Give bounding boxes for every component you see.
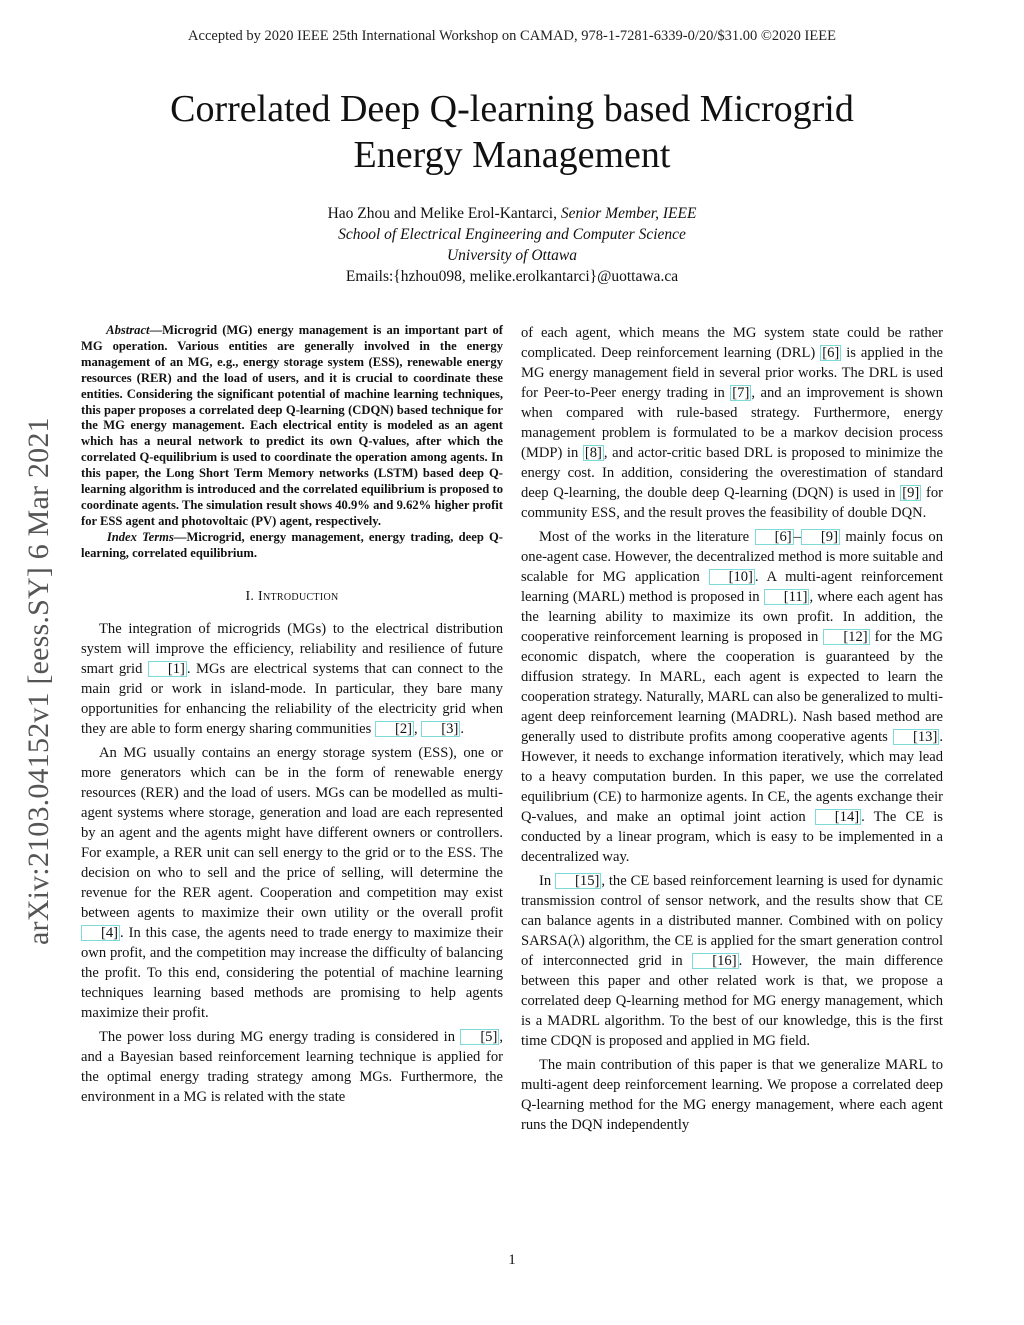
text-run: , and an improvement is shown when compared with rule-based strategy. Furthermore, energy management problem is formulated to be a markov decision process (MDP) in xyxy=(521,385,943,461)
intro-paragraph-3 xyxy=(81,1027,503,1107)
author-block xyxy=(0,203,1024,287)
title-line-1: Correlated Deep Q-learning based Microgrid xyxy=(170,88,854,130)
text-run: is applied in the MG energy management field in several prior works. The DRL is used for Peer-to-Peer energy trading in xyxy=(521,345,944,401)
citation-link[interactable]: [15] xyxy=(555,873,601,889)
text-run: . However, the main difference between this paper and other related work is that, we propose a correlated deep Q-learning method for MG energy management, which is a MADRL algorithm. To the best of our knowledge, this is the first time CDQN is proposed and applied in MG field. xyxy=(521,953,943,1049)
citation-link[interactable]: [11] xyxy=(764,589,810,605)
abstract xyxy=(81,323,503,562)
citation-link[interactable]: [6] xyxy=(822,345,840,361)
citation-link[interactable]: [16] xyxy=(692,953,738,969)
text-run: The main contribution of this paper is that we generalize MARL to multi-agent deep reinforcement learning. We propose a correlated deep Q-learning method for the MG energy management, where each agent runs the DQN independently xyxy=(521,1057,943,1133)
citation-link[interactable]: [7] xyxy=(732,385,750,401)
abstract-label: Abstract xyxy=(106,323,150,337)
intro-paragraph-2 xyxy=(81,743,503,1023)
right-column xyxy=(521,323,943,1139)
citation-link[interactable]: [1] xyxy=(148,661,187,677)
text-run: mainly focus on one-agent case. However, the decentralized method is more suitable and scalable for MG application xyxy=(521,529,943,585)
citation-link[interactable]: [3] xyxy=(421,721,460,737)
text-run: . In this case, the agents need to trade energy to maximize their own profit, and the competition may increase the difficulty of balancing the profit. To this end, considering the potential of machine learning techniques learning based methods are promising to help agents maximize their profit. xyxy=(81,924,503,1021)
citation-link[interactable]: [10] xyxy=(709,569,755,585)
author-names: Hao Zhou and Melike Erol-Kantarci, xyxy=(327,205,561,222)
citation-link[interactable]: [9] xyxy=(801,529,840,545)
page-number: 1 xyxy=(508,1252,516,1268)
text-run: , where each agent has the learning ability to maximize its own profit. In addition, the cooperative reinforcement learning is proposed in xyxy=(521,589,943,645)
text-run: , the CE based reinforcement learning is used for dynamic transmission control of sensor network, and the results show that CE can balance agents in a distributed manner. Combined with on policy SARSA(λ) algorithm, the CE is applied for the smart generation control of interconnected grid in xyxy=(521,873,943,969)
citation-link[interactable]: [14] xyxy=(815,809,861,825)
author-emails: Emails:{hzhou098, melike.erolkantarci}@uottawa.ca xyxy=(345,268,679,285)
text-run: Most of the works in the literature xyxy=(539,529,755,545)
text-run: The power loss during MG energy trading is considered in xyxy=(99,1028,461,1045)
text-run: for community ESS, and the result proves the feasibility of double DQN. xyxy=(521,485,943,521)
text-run: . MGs are electrical systems that can connect to the main grid or work in island-mode. In particular, they bare many opportunities for enhancing the reliability of the electricity grid when they are able to form energy sharing communities xyxy=(81,660,503,737)
section-heading-introduction xyxy=(81,587,503,607)
text-run: An MG usually contains an energy storage system (ESS), one or more generators which can be in the form of renewable energy resources (RER) and the load of users. MGs can be modelled as multi-agent systems where storage, generation and load are each represented by an agent and the agents might have different owners or controllers. For example, a RER unit can sell energy to the grid or to the ESS. The decision on who to sell and the price of selling, will determine the revenue for the RER agent. Cooperation and competition may exist between agents to maximize their own utility or the overall profit xyxy=(81,744,503,921)
citation-link[interactable]: [2] xyxy=(375,721,414,737)
section-title-initial: I xyxy=(258,588,263,604)
section-numeral: I. xyxy=(245,588,259,604)
intro-paragraph-4 xyxy=(521,323,943,523)
citation-link[interactable]: [13] xyxy=(893,729,939,745)
text-run: of each agent, which means the MG system state could be rather complicated. Deep reinforcement learning (DRL) xyxy=(521,325,943,361)
citation-link[interactable]: [12] xyxy=(823,629,869,645)
intro-paragraph-7 xyxy=(521,1055,943,1135)
acceptance-notice: Accepted by 2020 IEEE 25th International Workshop on CAMAD, 978-1-7281-6339-0/20/$31.00 ©2020 IEEE xyxy=(188,28,836,44)
text-run: , and a Bayesian based reinforcement learning technique is applied for the optimal energy trading strategy among MGs. Furthermore, the environment in a MG is related with the state xyxy=(81,1028,503,1105)
text-run: for the MG economic dispatch, where the cooperation is guaranteed by the diffusion strategy. In MARL, each agent is expected to learn the cooperation strategy. Naturally, MARL can also be generalized to multi-agent deep reinforcement learning (MADRL). Nash based method are generally used to distribute profits among cooperative agents xyxy=(521,629,943,745)
intro-paragraph-6 xyxy=(521,871,943,1051)
intro-paragraph-5 xyxy=(521,527,943,867)
citation-link[interactable]: [8] xyxy=(584,445,602,461)
text-run: . However, it needs to exchange information iteratively, which may lead to a heavy computation burden. In this paper, we use the correlated equilibrium (CE) to harmonize agents. In CE, the agents exchange their Q-values, and make an optimal joint action xyxy=(521,729,943,825)
citation-link[interactable]: [4] xyxy=(81,925,120,941)
paper-title xyxy=(112,86,912,178)
text-run: , and actor-critic based DRL is proposed to minimize the energy cost. In addition, considering the overestimation of standard deep Q-learning, the double deep Q-learning (DQN) is used in xyxy=(521,445,943,501)
index-terms-text: —Microgrid, energy management, energy trading, deep Q-learning, correlated equilibrium. xyxy=(81,529,503,560)
text-run: In xyxy=(539,873,556,889)
text-run: . xyxy=(460,720,464,737)
text-run: . A multi-agent reinforcement learning (MARL) method is proposed in xyxy=(521,569,943,605)
title-line-2: Energy Management xyxy=(353,134,671,176)
arxiv-stamp: arXiv:2103.04152v1 [eess.SY] 6 Mar 2021 xyxy=(22,417,55,945)
author-university: University of Ottawa xyxy=(446,247,578,264)
text-run: . The CE is conducted by a linear program, which is easy to be implemented in a decentralized way. xyxy=(521,809,943,865)
citation-link[interactable]: [5] xyxy=(460,1029,499,1045)
intro-paragraph-1 xyxy=(81,619,503,739)
abstract-text: —Microgrid (MG) energy management is an important part of MG operation. Various entities are generally involved in the energy management of an MG, e.g., energy storage system (ESS), renewable energy resources (RER) and the load of users, and it is crucial to coordinate these entities. Considering the significant potential of machine learning techniques, this paper proposes a correlated deep Q-learning (CDQN) based technique for the MG energy management. Each electrical entity is modeled as an agent which has a neural network to predict its own Q-values, after which the correlated Q-equilibrium is used to coordinate the operation among agents. In this paper, the Long Short Term Memory networks (LSTM) based deep Q-learning algorithm is introduced and the correlated equilibrium is proposed to coordinate agents. The simulation result shows 40.9% and 9.62% higher profit for ESS agent and photovoltaic (PV) agent, respectively. xyxy=(81,323,503,528)
citation-link[interactable]: [6] xyxy=(755,529,794,545)
text-run: , xyxy=(413,720,422,737)
author-school: School of Electrical Engineering and Computer Science xyxy=(338,226,686,243)
author-membership: Senior Member, IEEE xyxy=(560,205,697,222)
citation-link[interactable]: [9] xyxy=(902,485,920,501)
text-run: The integration of microgrids (MGs) to the electrical distribution system will improve the efficiency, reliability and resilience of future smart grid xyxy=(81,620,503,677)
text-run: – xyxy=(793,529,801,545)
section-title-rest: ntroduction xyxy=(263,588,339,604)
author-names-line xyxy=(0,203,1024,224)
index-terms-label: Index Terms xyxy=(106,529,174,544)
left-column xyxy=(81,323,503,1111)
